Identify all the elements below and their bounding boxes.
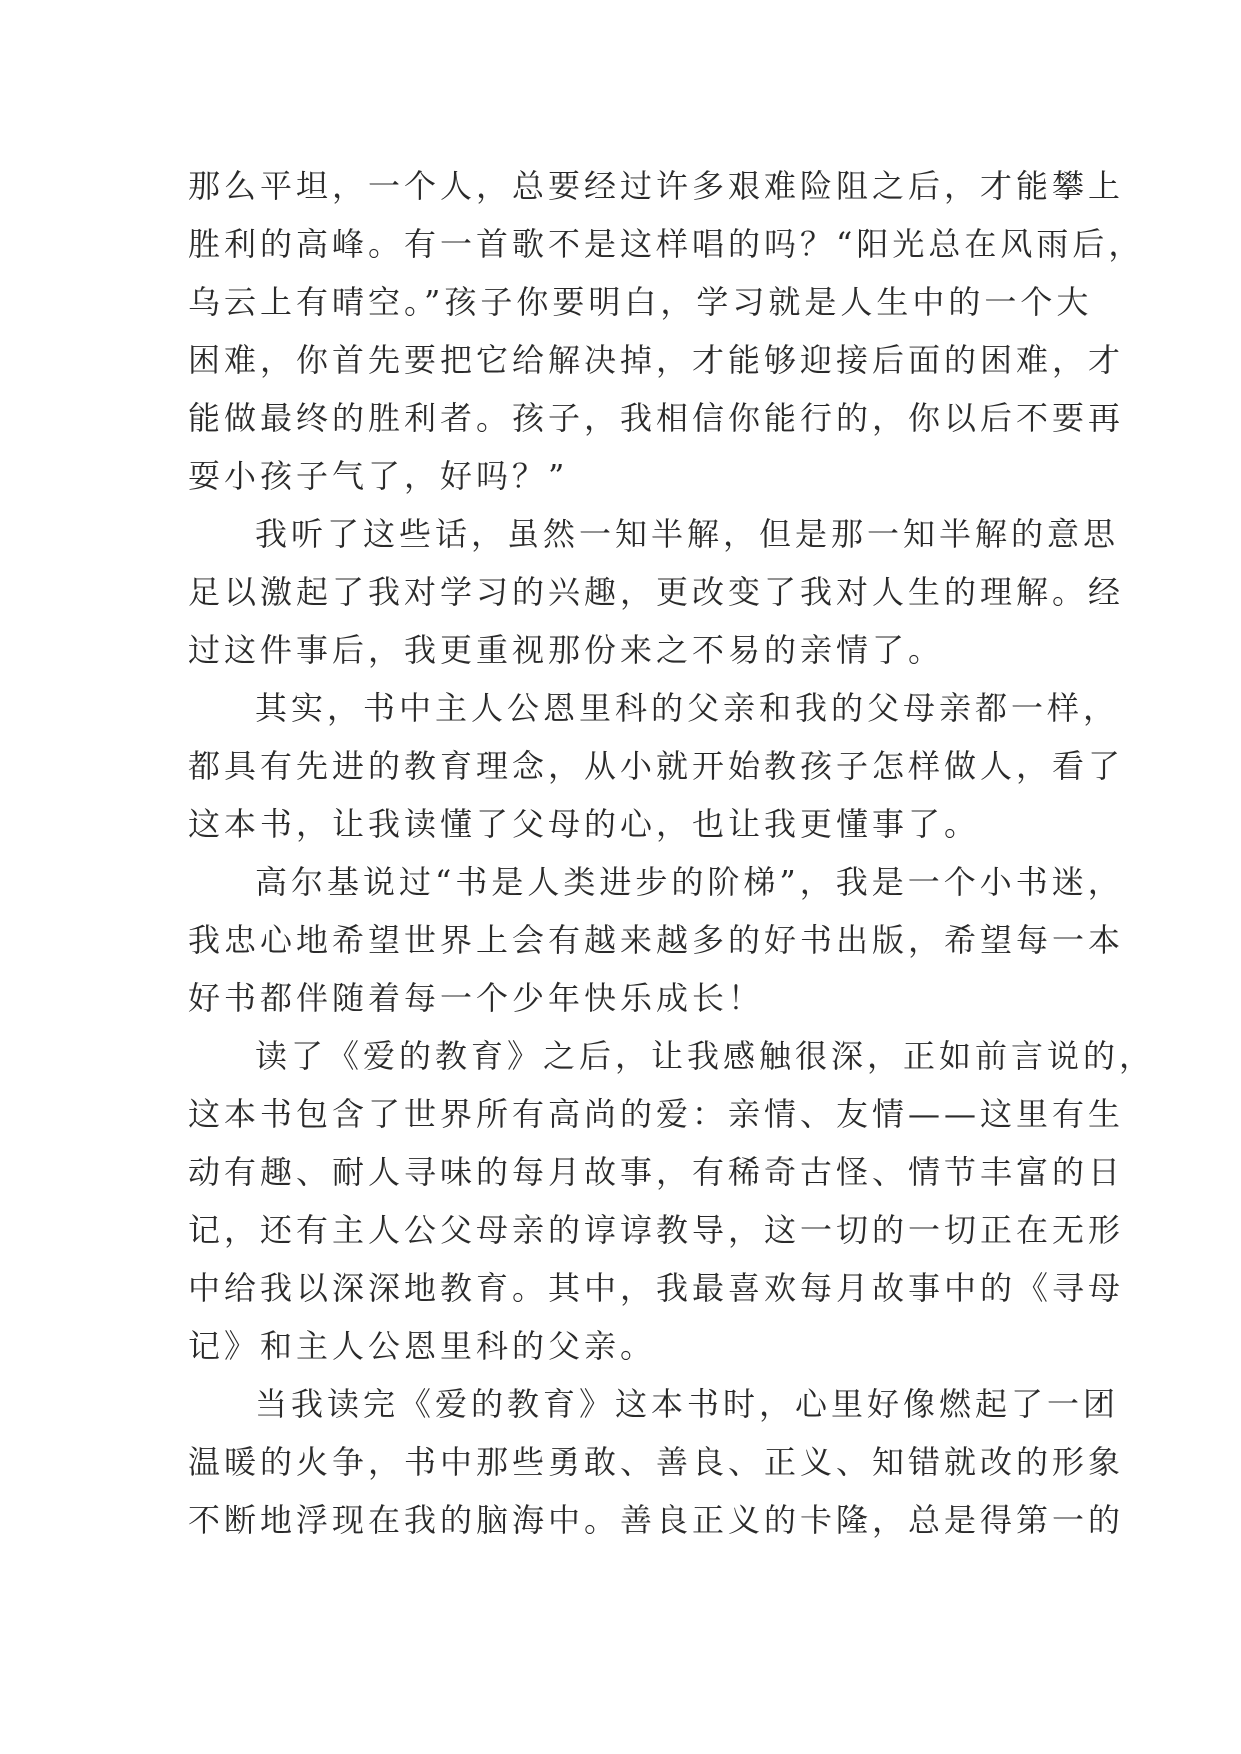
text-line: 我忠心地希望世界上会有越来越多的好书出版，希望每一本 xyxy=(188,921,1125,959)
paragraph-first-line: 其实，书中主人公恩里科的父亲和我的父母亲都一样， xyxy=(255,689,1120,727)
paragraph-first-line: 读了《爱的教育》之后，让我感触很深，正如前言说的， xyxy=(255,1037,1156,1075)
paragraph-first-line: 当我读完《爱的教育》这本书时，心里好像燃起了一团 xyxy=(255,1385,1120,1423)
text-line: 过这件事后，我更重视那份来之不易的亲情了。 xyxy=(188,631,945,669)
text-line: 好书都伴随着每一个少年快乐成长！ xyxy=(188,979,765,1017)
text-line: 动有趣、耐人寻味的每月故事，有稀奇古怪、情节丰富的日 xyxy=(188,1153,1125,1191)
text-line: 能做最终的胜利者。孩子，我相信你能行的，你以后不要再 xyxy=(188,399,1125,437)
document-body xyxy=(188,157,1156,1549)
paragraph-first-line: 我听了这些话，虽然一知半解，但是那一知半解的意思 xyxy=(255,515,1120,553)
text-line: 记》和主人公恩里科的父亲。 xyxy=(188,1327,657,1365)
text-line: 中给我以深深地教育。其中，我最喜欢每月故事中的《寻母 xyxy=(188,1269,1125,1307)
text-line: 困难，你首先要把它给解决掉，才能够迎接后面的困难，才 xyxy=(188,341,1125,379)
text-line: 胜利的高峰。有一首歌不是这样唱的吗？“阳光总在风雨后， xyxy=(188,225,1145,263)
text-line: 耍小孩子气了，好吗？” xyxy=(188,457,569,495)
paragraph-first-line: 高尔基说过“书是人类进步的阶梯”，我是一个小书迷， xyxy=(255,863,1124,901)
text-line: 都具有先进的教育理念，从小就开始教孩子怎样做人，看了 xyxy=(188,747,1125,785)
text-line: 温暖的火争，书中那些勇敢、善良、正义、知错就改的形象 xyxy=(188,1443,1125,1481)
text-line: 那么平坦，一个人，总要经过许多艰难险阻之后，才能攀上 xyxy=(188,167,1125,205)
text-line: 不断地浮现在我的脑海中。善良正义的卡隆，总是得第一的 xyxy=(188,1501,1125,1539)
text-line: 足以激起了我对学习的兴趣，更改变了我对人生的理解。经 xyxy=(188,573,1125,611)
text-line: 这本书，让我读懂了父母的心，也让我更懂事了。 xyxy=(188,805,981,843)
text-line: 记，还有主人公父母亲的谆谆教导，这一切的一切正在无形 xyxy=(188,1211,1125,1249)
text-line: 这本书包含了世界所有高尚的爱：亲情、友情——这里有生 xyxy=(188,1095,1125,1133)
text-line: 乌云上有晴空。”孩子你要明白，学习就是人生中的一个大 xyxy=(188,283,1093,321)
